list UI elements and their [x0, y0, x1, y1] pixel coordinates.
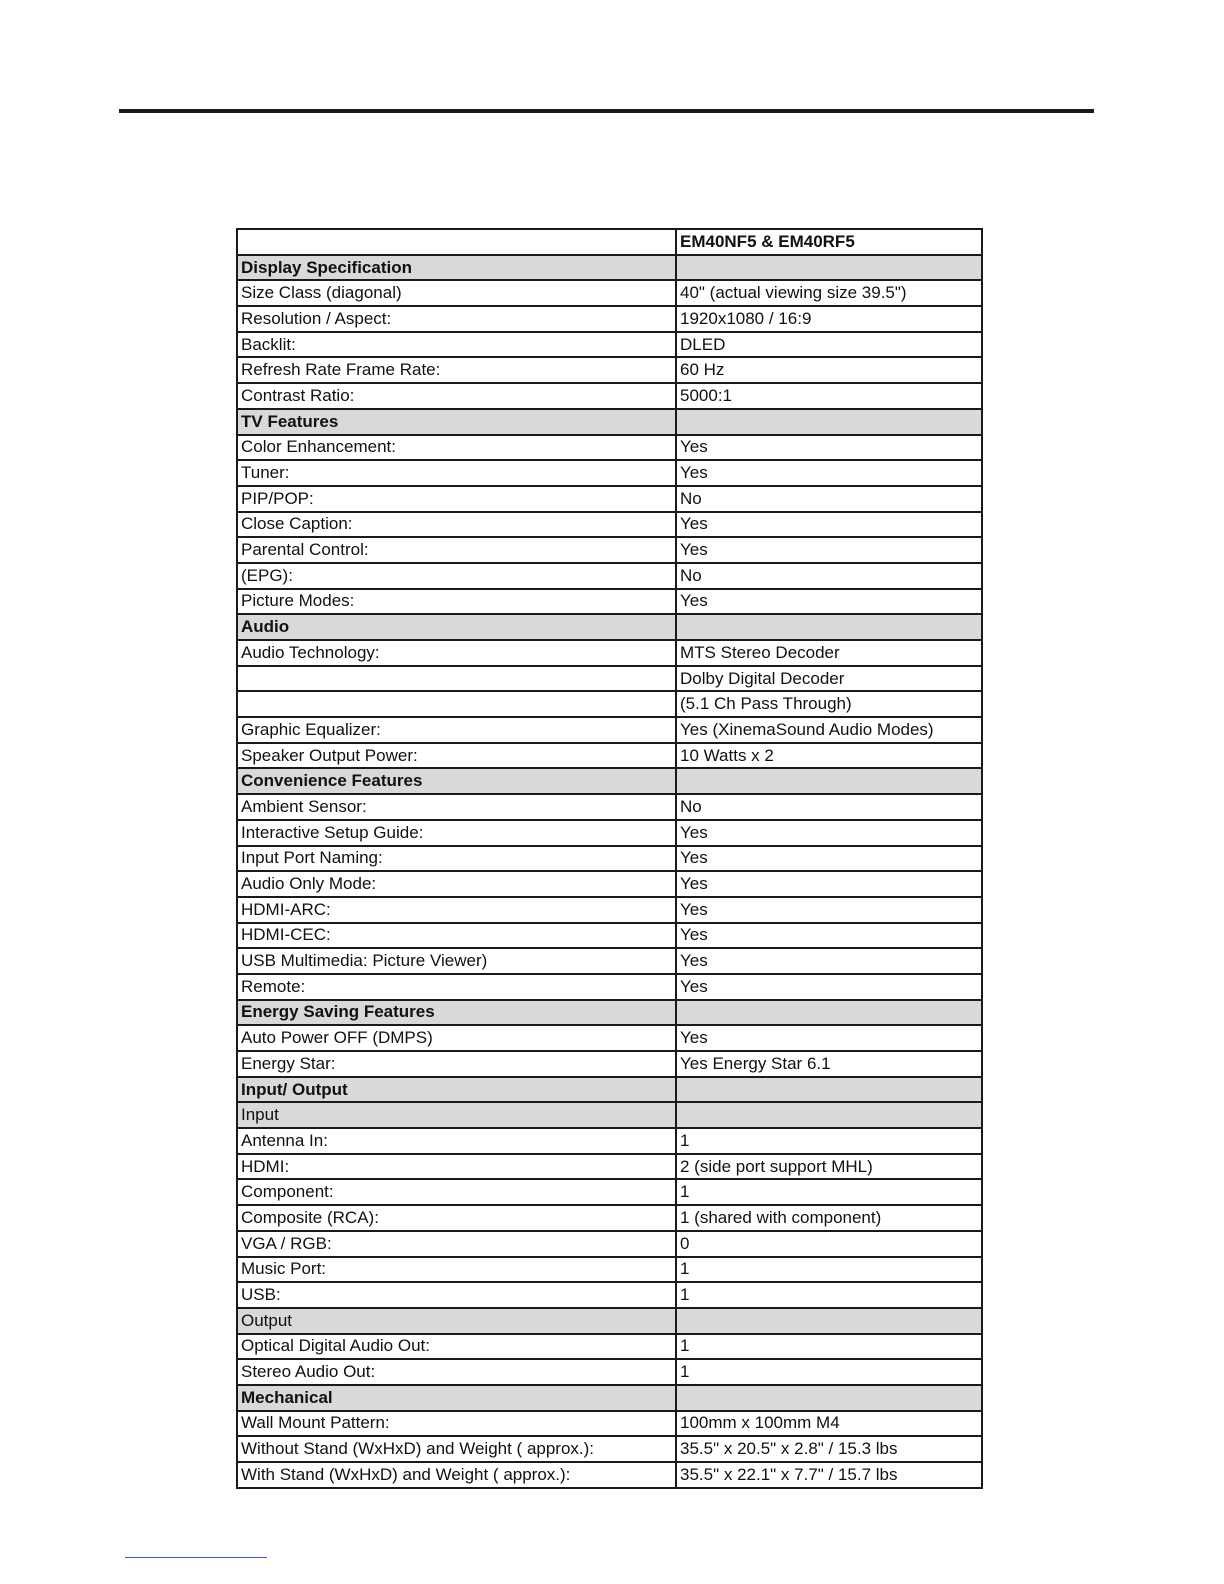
spec-table-body	[237, 229, 982, 1488]
table-row	[237, 948, 982, 974]
table-row	[237, 512, 982, 538]
table-row	[237, 537, 982, 563]
spec-label: Close Caption:	[237, 512, 676, 538]
section-label: Convenience Features	[237, 768, 676, 794]
spec-label: PIP/POP:	[237, 486, 676, 512]
spec-label: Audio Technology:	[237, 640, 676, 666]
spec-label: Remote:	[237, 974, 676, 1000]
section-value	[676, 255, 982, 281]
section-label: Audio	[237, 614, 676, 640]
spec-label	[237, 691, 676, 717]
spec-value: Yes	[676, 897, 982, 923]
spec-label: Antenna In:	[237, 1128, 676, 1154]
table-row	[237, 563, 982, 589]
table-row	[237, 306, 982, 332]
top-horizontal-rule	[119, 109, 1094, 113]
spec-label: Graphic Equalizer:	[237, 717, 676, 743]
table-row	[237, 1154, 982, 1180]
table-row	[237, 589, 982, 615]
section-value	[676, 614, 982, 640]
spec-value: Yes	[676, 974, 982, 1000]
table-row	[237, 280, 982, 306]
model-header: EM40NF5 & EM40RF5	[676, 229, 982, 255]
spec-label: Input Port Naming:	[237, 846, 676, 872]
spec-label: Contrast Ratio:	[237, 383, 676, 409]
table-row	[237, 1462, 982, 1488]
spec-label: Backlit:	[237, 332, 676, 358]
table-row	[237, 820, 982, 846]
table-row	[237, 1436, 982, 1462]
spec-label: VGA / RGB:	[237, 1231, 676, 1257]
table-row	[237, 640, 982, 666]
table-row	[237, 1051, 982, 1077]
spec-label: Audio Only Mode:	[237, 871, 676, 897]
section-value	[676, 1000, 982, 1026]
section-value	[676, 1308, 982, 1334]
table-row	[237, 666, 982, 692]
table-row	[237, 486, 982, 512]
spec-value: DLED	[676, 332, 982, 358]
table-row	[237, 357, 982, 383]
spec-label: Stereo Audio Out:	[237, 1359, 676, 1385]
spec-value: Yes	[676, 923, 982, 949]
spec-label: USB:	[237, 1282, 676, 1308]
spec-value: 2 (side port support MHL)	[676, 1154, 982, 1180]
spec-value: 1	[676, 1334, 982, 1360]
spec-label: HDMI-CEC:	[237, 923, 676, 949]
spec-label: Auto Power OFF (DMPS)	[237, 1025, 676, 1051]
spec-value: 5000:1	[676, 383, 982, 409]
spec-label: Without Stand (WxHxD) and Weight ( approx.):	[237, 1436, 676, 1462]
spec-value: Yes	[676, 512, 982, 538]
table-row	[237, 1179, 982, 1205]
spec-value: 1	[676, 1257, 982, 1283]
table-row	[237, 1128, 982, 1154]
section-header-row	[237, 1102, 982, 1128]
table-row	[237, 1359, 982, 1385]
section-header-row	[237, 409, 982, 435]
section-header-row	[237, 1000, 982, 1026]
spec-label: Refresh Rate Frame Rate:	[237, 357, 676, 383]
spec-value: Yes	[676, 589, 982, 615]
spec-value: Yes	[676, 871, 982, 897]
spec-label: HDMI:	[237, 1154, 676, 1180]
table-row	[237, 923, 982, 949]
spec-label: Parental Control:	[237, 537, 676, 563]
spec-value: Yes	[676, 460, 982, 486]
table-row	[237, 974, 982, 1000]
spec-value: Yes (XinemaSound Audio Modes)	[676, 717, 982, 743]
table-row	[237, 871, 982, 897]
section-label: Energy Saving Features	[237, 1000, 676, 1026]
section-value	[676, 1102, 982, 1128]
spec-value: 35.5" x 20.5" x 2.8" / 15.3 lbs	[676, 1436, 982, 1462]
section-header-row	[237, 1385, 982, 1411]
spec-value: 35.5" x 22.1" x 7.7" / 15.7 lbs	[676, 1462, 982, 1488]
table-row	[237, 794, 982, 820]
spec-value: Dolby Digital Decoder	[676, 666, 982, 692]
table-row	[237, 1205, 982, 1231]
table-row	[237, 435, 982, 461]
spec-label: (EPG):	[237, 563, 676, 589]
spec-label	[237, 666, 676, 692]
spec-value: 1 (shared with component)	[676, 1205, 982, 1231]
spec-value: Yes Energy Star 6.1	[676, 1051, 982, 1077]
section-label: Input	[237, 1102, 676, 1128]
spec-label: Component:	[237, 1179, 676, 1205]
spec-table	[236, 228, 983, 1489]
section-header-row	[237, 1308, 982, 1334]
spec-value: Yes	[676, 846, 982, 872]
spec-value: 100mm x 100mm M4	[676, 1411, 982, 1437]
table-row	[237, 717, 982, 743]
spec-label: Picture Modes:	[237, 589, 676, 615]
section-value	[676, 768, 982, 794]
spec-label: Size Class (diagonal)	[237, 280, 676, 306]
section-label: TV Features	[237, 409, 676, 435]
section-value	[676, 409, 982, 435]
spec-label: With Stand (WxHxD) and Weight ( approx.):	[237, 1462, 676, 1488]
table-row	[237, 383, 982, 409]
spec-label: Wall Mount Pattern:	[237, 1411, 676, 1437]
spec-value: Yes	[676, 1025, 982, 1051]
spec-value: No	[676, 794, 982, 820]
table-row	[237, 1025, 982, 1051]
section-header-row	[237, 255, 982, 281]
table-row	[237, 691, 982, 717]
section-label: Output	[237, 1308, 676, 1334]
table-row	[237, 460, 982, 486]
spec-value: 10 Watts x 2	[676, 743, 982, 769]
spec-label: Resolution / Aspect:	[237, 306, 676, 332]
spec-label: Energy Star:	[237, 1051, 676, 1077]
spec-value: 1920x1080 / 16:9	[676, 306, 982, 332]
table-header-row	[237, 229, 982, 255]
spec-value: (5.1 Ch Pass Through)	[676, 691, 982, 717]
spec-value: No	[676, 563, 982, 589]
table-row	[237, 1411, 982, 1437]
footer-link-underline	[125, 1557, 267, 1558]
spec-value: 0	[676, 1231, 982, 1257]
spec-label: Composite (RCA):	[237, 1205, 676, 1231]
section-label: Input/ Output	[237, 1077, 676, 1103]
table-row	[237, 332, 982, 358]
spec-label: Music Port:	[237, 1257, 676, 1283]
table-row	[237, 743, 982, 769]
table-row	[237, 1231, 982, 1257]
section-value	[676, 1385, 982, 1411]
spec-label: Optical Digital Audio Out:	[237, 1334, 676, 1360]
section-label: Display Specification	[237, 255, 676, 281]
spec-label: HDMI-ARC:	[237, 897, 676, 923]
spec-value: 1	[676, 1128, 982, 1154]
table-row	[237, 897, 982, 923]
table-row	[237, 1282, 982, 1308]
spec-label: Color Enhancement:	[237, 435, 676, 461]
table-row	[237, 846, 982, 872]
spec-value: Yes	[676, 435, 982, 461]
spec-label: Interactive Setup Guide:	[237, 820, 676, 846]
spec-value: 60 Hz	[676, 357, 982, 383]
spec-value: 1	[676, 1179, 982, 1205]
section-header-row	[237, 1077, 982, 1103]
section-header-row	[237, 768, 982, 794]
section-label: Mechanical	[237, 1385, 676, 1411]
spec-label: Ambient Sensor:	[237, 794, 676, 820]
header-blank-cell	[237, 229, 676, 255]
spec-value: Yes	[676, 820, 982, 846]
section-value	[676, 1077, 982, 1103]
spec-label: Speaker Output Power:	[237, 743, 676, 769]
spec-value: MTS Stereo Decoder	[676, 640, 982, 666]
spec-value: 1	[676, 1359, 982, 1385]
spec-label: USB Multimedia: Picture Viewer)	[237, 948, 676, 974]
spec-value: 1	[676, 1282, 982, 1308]
spec-value: Yes	[676, 537, 982, 563]
spec-value: 40" (actual viewing size 39.5")	[676, 280, 982, 306]
spec-value: Yes	[676, 948, 982, 974]
spec-value: No	[676, 486, 982, 512]
table-row	[237, 1257, 982, 1283]
spec-label: Tuner:	[237, 460, 676, 486]
table-row	[237, 1334, 982, 1360]
section-header-row	[237, 614, 982, 640]
